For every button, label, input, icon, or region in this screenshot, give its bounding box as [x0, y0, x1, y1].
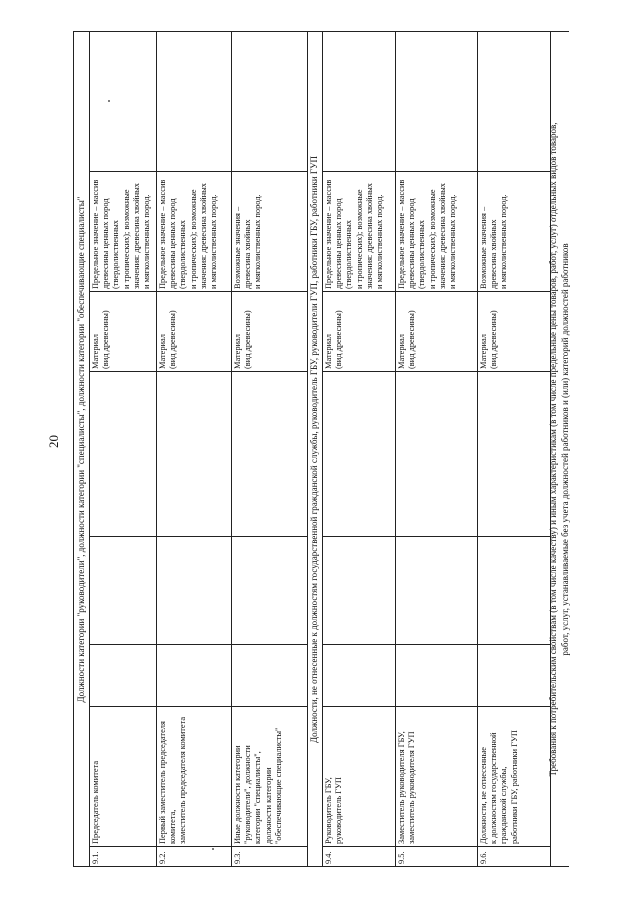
- row-number: 9.4.: [324, 851, 333, 864]
- requirements-table: [73, 32, 569, 867]
- row-number: 9.2.: [158, 851, 167, 864]
- characteristic-cell: Материал (вид древесины): [158, 310, 178, 369]
- characteristic-cell: Материал (вид древесины): [324, 310, 344, 369]
- value-cell: Возможные значения – древесина хвойных и мягколиственных пород.: [479, 194, 509, 289]
- section-heading-managers: Должности категории "руководители", должности категории "специалисты", должности категории "обеспечивающие специалисты": [76, 196, 86, 703]
- position-cell: Иные должности категории "руководители", должности категории "специалисты", должности категории "обеспечивающие специалисты": [233, 727, 283, 844]
- characteristic-cell: Материал (вид древесины): [397, 310, 417, 369]
- value-cell: Предельное значение – массив древесины ценных пород (твердолиственных и тропических); возможные значения: древесина хвойных и мягколиственных пород.: [397, 179, 458, 289]
- characteristic-cell: Материал (вид древесины): [233, 310, 253, 369]
- value-cell: Предельное значение – массив древесины ценных пород (твердолиственных и тропических); возможные значения: древесина хвойных и мягколиственных пород.: [91, 179, 152, 289]
- characteristic-cell: Материал (вид древесины): [91, 310, 111, 369]
- value-cell: Возможные значения – древесина хвойных и мягколиственных пород.: [233, 194, 263, 289]
- row-number: 9.1.: [91, 851, 100, 864]
- position-cell: Должности, не отнесенные к должностям государственной гражданской службы, работники ГБУ, работники ГУП: [479, 730, 519, 844]
- section-heading-non-civil: Должности, не отнесенные к должностям государственной гражданской службы, руководитель ГБУ, руководители ГУП, работники ГБУ, работники ГУП: [309, 156, 319, 743]
- position-cell: Заместитель руководителя ГБУ, заместитель руководителя ГУП: [397, 731, 417, 844]
- value-cell: Предельное значение – массив древесины ценных пород (твердолиственных и тропических); возможные значения: древесина хвойных и мягколиственных пород.: [158, 179, 219, 289]
- row-number: 9.5.: [397, 851, 406, 864]
- characteristic-cell: Материал (вид древесины): [479, 310, 499, 369]
- position-cell: Первый заместитель председателя комитета, заместитель председателя комитета: [158, 716, 188, 844]
- row-number: 9.3.: [233, 851, 242, 864]
- row-number: 9.6.: [479, 851, 488, 864]
- position-cell: Руководитель ГБУ, руководитель ГУП: [324, 777, 344, 844]
- page-number: 20: [46, 435, 61, 448]
- position-cell: Председатель комитета: [91, 760, 100, 844]
- value-cell: Предельное значение – массив древесины ценных пород (твердолиственных и тропических); возможные значения: древесина хвойных и мягколиственных пород.: [324, 179, 385, 289]
- footer-heading: Требования к потребительским свойствам (в том числе качеству) и иным характеристикам (в том числе предельные цены товаров, работ, услуг) отдельных видов товаров, работ, услуг, устанавливаемые без учета должностей работников и (или) категорий должностей работников: [548, 122, 570, 777]
